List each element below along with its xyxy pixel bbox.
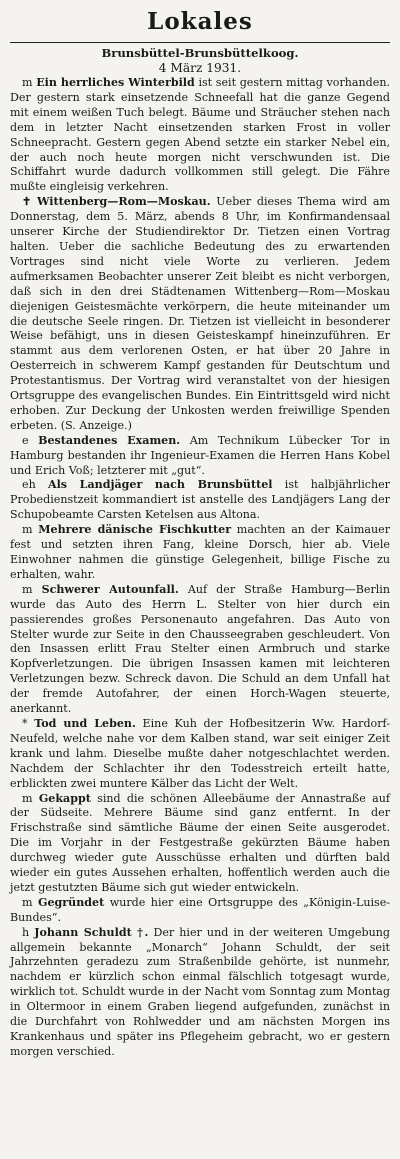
cross-mark: ✝ (22, 195, 32, 209)
article-body: Ueber dieses Thema wird am Donnerstag, dem 5. März, abends 8 Uhr, im Konfirmandensaal unserer Kirche der Studiendirektor Dr. Tietzen einen Vortrag halten. Ueber die sachliche Bedeutung des zu erwartenden Vortrages sind nicht viele Worte zu verlieren. Jedem aufmerksamen Beobachter unserer Zeit bleibt es nicht verborgen, daß sich in den drei Städtenamen Wittenberg—Rom—Moskau diejenigen Geistesmächte verkörpern, die heute miteinander um die deutsche Seele ringen. Dr. Tietzen ist vielleicht in besonderer Weise befähigt, uns in diesen Geisteskampf hineinzuführen. Er stammt aus dem verlorenen Osten, er hat über 20 Jahre in Oesterreich in schwerem Kampf gestanden für Deutschtum und Protestantismus. Der Vortrag wird veranstaltet von der hiesigen Ortsgruppe des evangelischen Bundes. Ein Eintrittsgeld wird nicht erhoben. Zur Deckung der Unkosten werden freiwillige Spenden erbeten. (S. Anzeige.) (10, 195, 391, 432)
article-heading: Gegründet (38, 895, 105, 909)
article-mark: m (22, 791, 33, 805)
article-heading: Als Landjäger nach Brunsbüttel (47, 478, 273, 492)
article-landjaeger (10, 478, 390, 523)
article-heading: Gekappt (38, 791, 91, 805)
article-wittenberg (10, 195, 390, 434)
article-autounfall (10, 583, 390, 717)
dateline-place: Brunsbüttel-Brunsbüttelkoog. (101, 46, 299, 60)
article-fischkutter (10, 523, 390, 583)
article-body: ist seit gestern mittag vorhanden. Der gestern stark einsetzende Schneefall hat die ganze Gegend mit einem weißen Tuch belegt. Bäume und Sträucher stehen nach dem in letzter Nacht einsetzenden starken Frost in voller Schneepracht. Gestern gegen Abend setzte ein starker Nebel ein, der auch noch heute morgen nicht verschwunden ist. Die Schiffahrt wurde dadurch vollkommen still gelegt. Die Fähre mußte eingleisig verkehren. (10, 76, 391, 194)
article-winterbild (10, 76, 390, 195)
article-mark: m (22, 523, 33, 537)
article-body: sind die schönen Alleebäume der Annastraße auf der Südseite. Mehrere Bäume sind ganz entfernt. In der Frischstraße sind sämtliche Bäume der einen Seite ausgerodet. Die im Vorjahr in der Festgestraße gekürzten Bäume haben durchweg wieder gute Ausschüsse erhalten und dürften bald wieder ein gutes Aussehen erhalten, hoffentlich werden auch die jetzt gestutzten Bäume sich gut wieder entwickeln. (10, 791, 391, 894)
article-body: Der hier und in der weiteren Umgebung allgemein bekannte „Monarch“ Johann Schuldt, der seit Jahrzehnten geradezu zum Straßenbilde gehörte, ist nunmehr, nachdem er kürzlich schon einmal fälschlich totgesagt wurde, wirklich tot. Schuldt wurde in der Nacht vom Sonntag zum Montag in Oltermoor in einem Graben liegend aufgefunden, zunächst in die Durchfahrt von Rohlwedder und am nächsten Morgen ins Krankenhaus und später ins Pflegeheim gebracht, wo er gestern morgen verschied. (10, 925, 390, 1058)
section-title: Lokales (10, 2, 390, 43)
newspaper-page (10, 0, 390, 1060)
article-examen (10, 434, 390, 479)
article-heading: Tod und Leben. (34, 716, 136, 730)
article-gegruendet (10, 896, 390, 926)
article-body: wurde hier eine Ortsgruppe des „Königin-Luise-Bundes“. (10, 895, 391, 924)
article-heading: Bestandenes Examen. (38, 433, 181, 447)
article-mark: h (22, 925, 30, 939)
article-body: ist halbjährlicher Probedienstzeit kommandiert ist anstelle des Landjägers Lang der Schupobeamte Carsten Ketelsen aus Altona. (10, 478, 390, 522)
article-mark: m (22, 582, 33, 596)
article-heading: Johann Schuldt †. (34, 925, 149, 939)
article-heading: Ein herrliches Winterbild (36, 76, 195, 89)
articles-column (10, 76, 390, 1060)
article-body: machten an der Kaimauer fest und setzten ihren Fang, kleine Dorsch, hier ab. Viele Einwohner nahmen die günstige Gelegenheit, billige Fische zu erhalten, wahr. (10, 523, 390, 581)
article-body: Eine Kuh der Hofbesitzerin Ww. Hardorf-Neufeld, welche nahe vor dem Kalben stand, war seit einiger Zeit krank und lahm. Dieselbe mußte daher notgeschlachtet werden. Nachdem der Schlachter ihr den Todesstreich erteilt hatte, erblickten zwei muntere Kälber das Licht der Welt. (10, 716, 390, 790)
article-gekappt (10, 792, 390, 896)
article-heading: Schwerer Autounfall. (41, 582, 179, 596)
dateline-date: 4 März 1931. (158, 61, 242, 75)
article-mark: m (22, 76, 33, 89)
article-mark: * (22, 716, 28, 730)
article-heading: Wittenberg—Rom—Moskau. (37, 195, 211, 209)
article-body: Am Technikum Lübecker Tor in Hamburg bestanden ihr Ingenieur-Examen die Herren Hans Kobel und Erich Voß; letzterer mit „gut“. (10, 433, 390, 477)
article-body: Auf der Straße Hamburg—Berlin wurde das Auto des Herrn L. Stelter von hier durch ein passierendes großes Personenauto angefahren. Das Auto von Stelter wurde zur Seite in den Chausseegraben geschleudert. Von den Insassen erlitt Frau Stelter einen Armbruch und starke Kopfverletzungen. Die übrigen Insassen kamen mit leichteren Verletzungen bezw. Schreck davon. Die Schuld an dem Unfall hat der fremde Autofahrer, der einen Horch-Wagen steuerte, anerkannt. (10, 582, 390, 716)
article-mark: eh (22, 478, 36, 492)
article-heading: Mehrere dänische Fischkutter (38, 523, 232, 537)
article-mark: m (22, 895, 33, 909)
article-schuldt (10, 926, 390, 1060)
article-tod-und-leben (10, 717, 390, 792)
article-mark: e (22, 433, 29, 447)
